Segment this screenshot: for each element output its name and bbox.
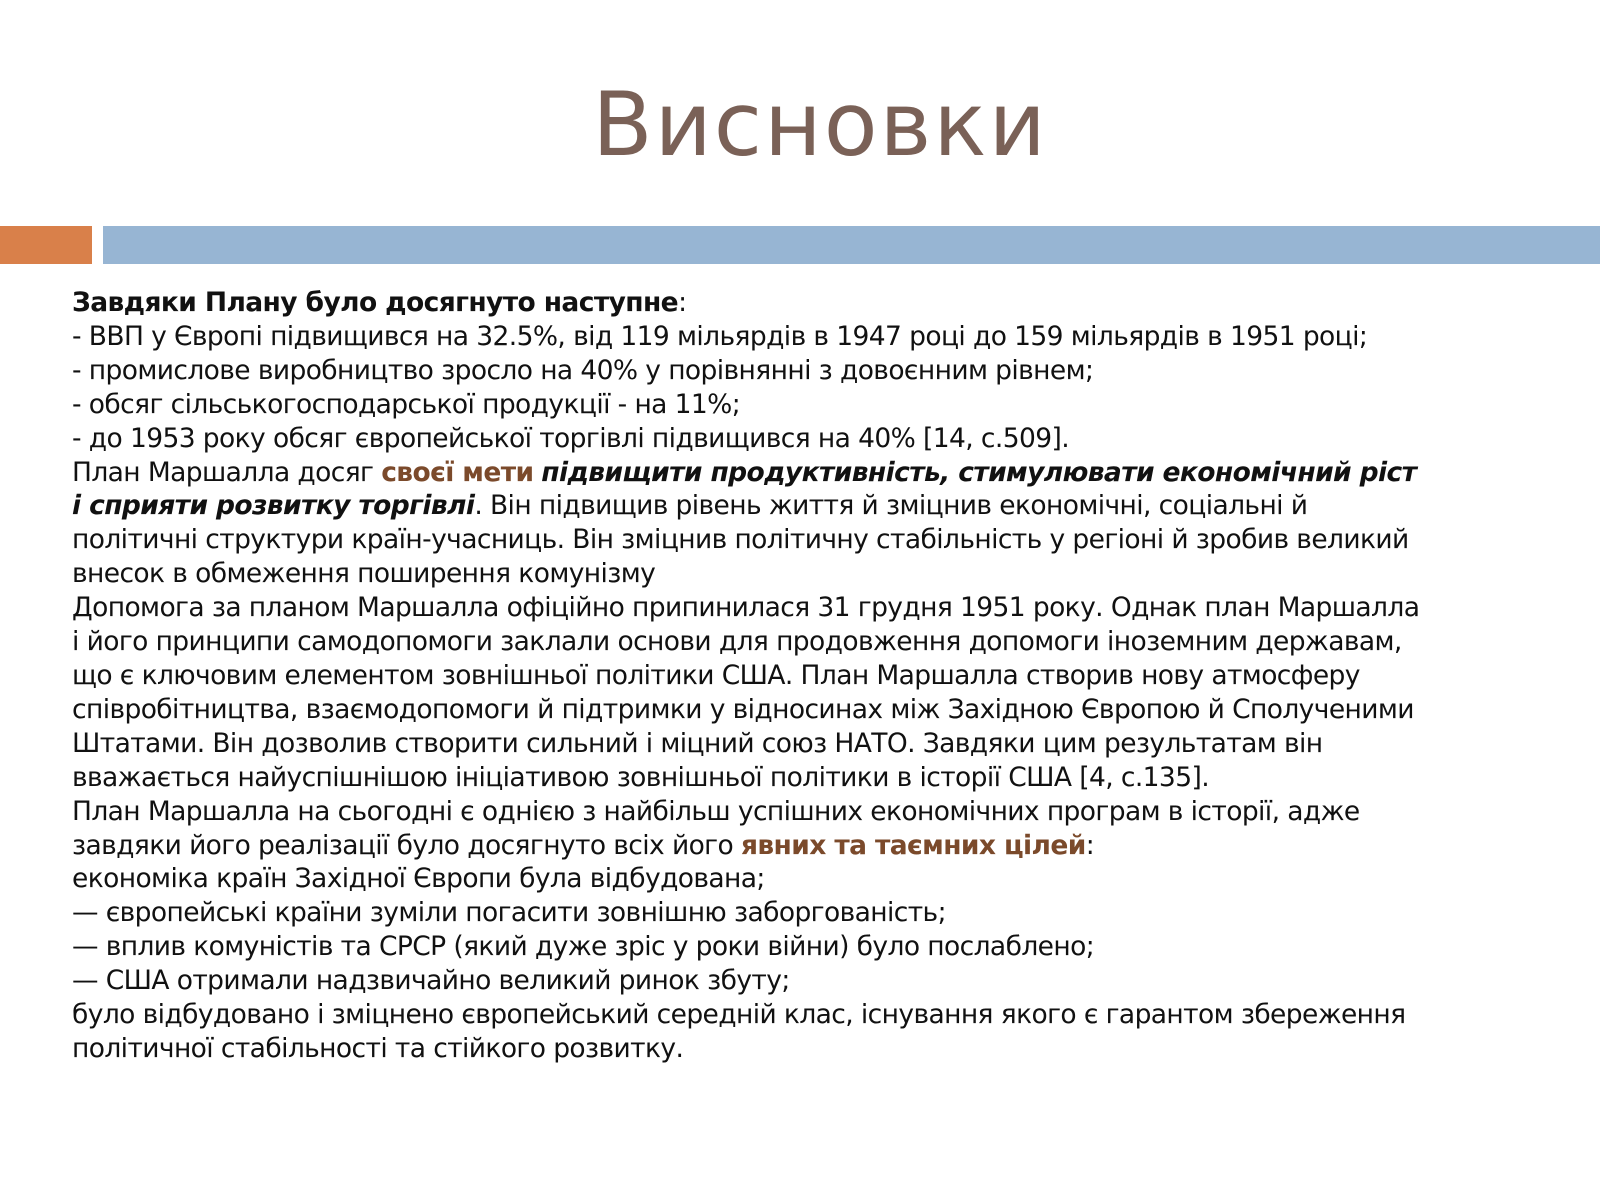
- outcome-item: — США отримали надзвичайно великий ринок збуту;: [72, 965, 790, 997]
- goals-italic: і сприяти розвитку торгівлі: [72, 490, 475, 522]
- paragraph-line: Допомога за планом Маршалла офіційно припинилася 31 грудня 1951 року. Однак план Маршалла: [72, 592, 1420, 624]
- goals-line-2: [72, 489, 1572, 523]
- achievement-item: - ВВП у Європі підвищився на 32.5%, від 119 мільярдів в 1947 році до 159 мільярдів в 1951 році;: [72, 320, 1368, 352]
- closing-line: було відбудовано і зміцнено європейський середній клас, існування якого є гарантом збереження: [72, 999, 1406, 1031]
- goals-prefix: План Маршалла досяг: [72, 456, 382, 488]
- paragraph-line: співробітництва, взаємодопомоги й підтримки у відносинах між Західною Європою й Сполученими: [72, 693, 1414, 725]
- slide-title: Висновки: [592, 73, 1048, 176]
- slide-body: [72, 286, 1572, 1066]
- paragraph-line: План Маршалла на сьогодні є однією з найбільш успішних економічних програм в історії, адже: [72, 795, 1360, 827]
- goals-rest: . Він підвищив рівень життя й зміцнив економічні, соціальні й: [474, 490, 1308, 522]
- objectives-highlight: явних та таємних цілей: [740, 829, 1086, 861]
- accent-bar-blue: [103, 226, 1600, 264]
- paragraph-line: внесок в обмеження поширення комунізму: [72, 558, 656, 590]
- achievement-item: - промислове виробництво зросло на 40% у порівнянні з довоєнним рівнем;: [72, 354, 1094, 386]
- closing-line: політичної стабільності та стійкого розвитку.: [72, 1032, 684, 1064]
- paragraph-line: і його принципи самодопомоги заклали основи для продовження допомоги іноземним державам,: [72, 626, 1402, 658]
- achievement-item: - обсяг сільськогосподарської продукції - на 11%;: [72, 388, 741, 420]
- goals-line-1: [72, 456, 1572, 490]
- outcome-item: — вплив комуністів та СРСР (який дуже зріс у роки війни) було послаблено;: [72, 931, 1095, 963]
- goals-italic: підвищити продуктивність, стимулювати економічний ріст: [541, 456, 1417, 488]
- intro-heading: Завдяки Плану було досягнуто наступне: [72, 287, 679, 318]
- paragraph-line: політичні структури країн-учасниць. Він зміцнив політичну стабільність у регіоні й зробив великий: [72, 524, 1409, 556]
- paragraph-line: вважається найуспішнішою ініціативою зовнішньої політики в історії США [4, с.135].: [72, 761, 1210, 793]
- paragraph-line: що є ключовим елементом зовнішньої політики США. План Маршалла створив нову атмосферу: [72, 659, 1360, 691]
- outcome-item: економіка країн Західної Європи була відбудована;: [72, 863, 765, 895]
- achievement-item: - до 1953 року обсяг європейської торгівлі підвищився на 40% [14, с.509].: [72, 422, 1070, 454]
- outcome-item: — європейські країни зуміли погасити зовнішню заборгованість;: [72, 897, 946, 929]
- objectives-line: завдяки його реалізації було досягнуто всіх його явних та таємних цілей:: [72, 829, 1095, 861]
- goals-highlight: своєї мети: [381, 456, 534, 488]
- intro-line: [72, 286, 1572, 320]
- accent-bar-orange: [0, 226, 92, 264]
- paragraph-line: Штатами. Він дозволив створити сильний і міцний союз НАТО. Завдяки цим результатам він: [72, 727, 1323, 759]
- intro-colon: :: [678, 287, 687, 318]
